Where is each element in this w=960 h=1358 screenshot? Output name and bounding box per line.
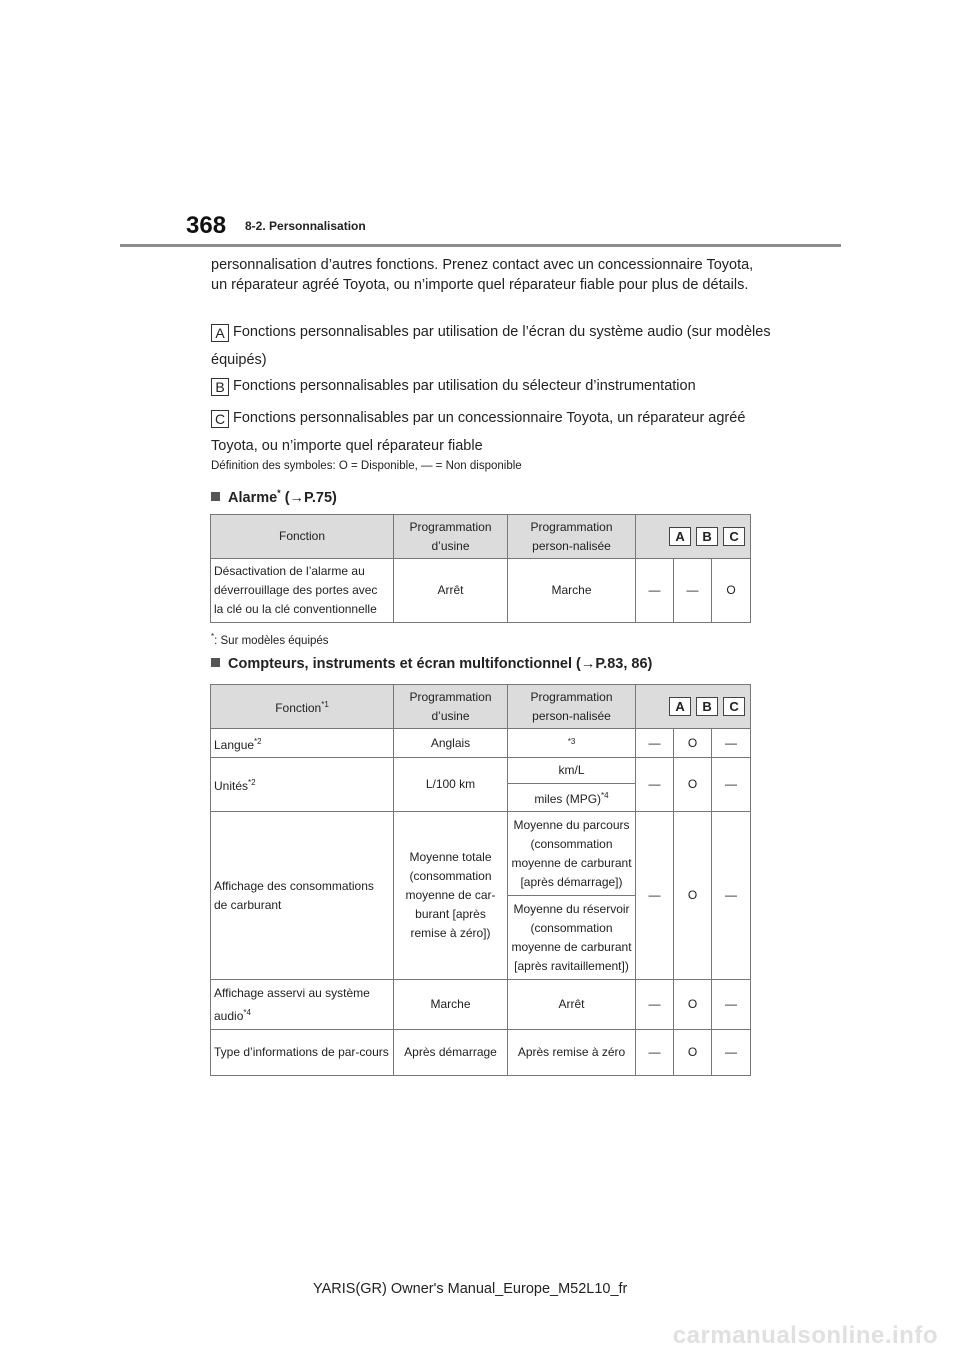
cell-custom-2 — [508, 784, 636, 812]
cell-factory: Arrêt — [394, 559, 508, 623]
table-row-langue — [211, 729, 751, 758]
legend-a-text: Fonctions personnalisables par utilisation de l’écran du système audio (sur modèles équipés) — [211, 324, 771, 368]
cell-c: — — [712, 1030, 751, 1076]
cell-a: — — [636, 758, 674, 812]
cell-custom: Après remise à zéro — [508, 1030, 636, 1076]
cell-b: O — [674, 980, 712, 1030]
col-factory: Programmation d’usine — [394, 515, 508, 559]
cell-function: Affichage des consommations de carburant — [211, 812, 394, 980]
header-rule — [120, 244, 841, 247]
cell-c: — — [712, 729, 751, 758]
cell-c: — — [712, 812, 751, 980]
cell-custom-1: km/L — [508, 758, 636, 784]
cell-b: O — [674, 1030, 712, 1076]
cell-function: Désactivation de l’alarme au déverrouillage des portes avec la clé ou la clé conventionnelle — [211, 559, 394, 623]
box-letter-a: A — [211, 324, 229, 342]
header-box-a: A — [669, 527, 691, 546]
cell-b: O — [674, 729, 712, 758]
cell-a: — — [636, 980, 674, 1030]
cell-factory: L/100 km — [394, 758, 508, 812]
col-custom: Programmation person-nalisée — [508, 685, 636, 729]
table-row-parcours — [211, 1030, 751, 1076]
box-letter-c: C — [211, 410, 229, 428]
cell-a: — — [636, 812, 674, 980]
cell-function-text: Affichage asservi au système audio — [214, 985, 370, 1023]
section1-title: Alarme — [228, 489, 278, 506]
alarm-table — [210, 514, 751, 623]
square-bullet-icon — [211, 492, 220, 501]
cell-factory: Moyenne totale (consommation moyenne de car-burant [après remise à zéro]) — [394, 812, 508, 980]
legend-a — [211, 318, 771, 374]
cell-function-sup: *4 — [243, 1007, 251, 1017]
section-label: 8-2. Personnalisation — [245, 219, 366, 233]
cell-function-text: Unités — [214, 779, 249, 793]
col-custom: Programmation person-nalisée — [508, 515, 636, 559]
cell-function — [211, 980, 394, 1030]
footer-text: YARIS(GR) Owner's Manual_Europe_M52L10_fr — [313, 1281, 628, 1297]
cell-custom-1: Moyenne du parcours (consommation moyenne de carburant [après démarrage]) — [508, 812, 636, 896]
square-bullet-icon — [211, 658, 220, 667]
table-row-conso — [211, 812, 751, 896]
cell-factory: Anglais — [394, 729, 508, 758]
legend-b-text: Fonctions personnalisables par utilisation du sélecteur d’instrumentation — [233, 378, 696, 394]
header-box-a: A — [669, 697, 691, 716]
header-box-c: C — [723, 527, 745, 546]
col-abc — [636, 515, 751, 559]
cell-a: — — [636, 729, 674, 758]
legend-b — [211, 372, 771, 400]
cell-function: Type d’informations de par-cours — [211, 1030, 394, 1076]
box-letter-b: B — [211, 378, 229, 396]
cell-b: O — [674, 812, 712, 980]
cell-function — [211, 758, 394, 812]
col-function: Fonction — [211, 515, 394, 559]
col-function — [211, 685, 394, 729]
col-function-label: Fonction — [275, 701, 322, 715]
cell-c: — — [712, 980, 751, 1030]
table-row-unites — [211, 758, 751, 784]
legend-c-text: Fonctions personnalisables par un concessionnaire Toyota, un réparateur agréé Toyota, ou n’importe quel réparateur fiable — [211, 410, 746, 454]
section2-heading — [211, 656, 652, 672]
cell-a: — — [636, 559, 674, 623]
cell-c: O — [712, 559, 751, 623]
cell-custom: Marche — [508, 559, 636, 623]
footnote-mark: * — [211, 632, 215, 641]
section1-heading — [211, 488, 337, 506]
cell-function — [211, 729, 394, 758]
legend-c — [211, 404, 771, 460]
watermark: carmanualsonline.info — [672, 1322, 938, 1349]
cell-a: — — [636, 1030, 674, 1076]
cell-b: O — [674, 758, 712, 812]
cell-custom — [508, 729, 636, 758]
cell-custom: Arrêt — [508, 980, 636, 1030]
cell-b: — — [674, 559, 712, 623]
cell-custom-sup: *3 — [567, 736, 576, 746]
section2-title: Compteurs, instruments et écran multifonctionnel (→P.83, 86) — [228, 656, 653, 672]
symbols-definition: Définition des symboles: O = Disponible, — = Non disponible — [211, 460, 522, 472]
header-box-b: B — [696, 697, 718, 716]
footnote-text: : Sur modèles équipés — [214, 634, 329, 647]
section1-title-sup: * — [277, 488, 281, 498]
header-box-c: C — [723, 697, 745, 716]
cell-factory: Après démarrage — [394, 1030, 508, 1076]
cell-custom-2-text: miles (MPG) — [534, 792, 602, 806]
instruments-table — [210, 684, 751, 1076]
cell-function-sup: *2 — [248, 778, 256, 787]
cell-factory: Marche — [394, 980, 508, 1030]
header-box-b: B — [696, 527, 718, 546]
cell-function-sup: *2 — [254, 736, 262, 746]
table-row-audio — [211, 980, 751, 1030]
section1-ref: (→P.75) — [280, 489, 337, 506]
table-row — [211, 559, 751, 623]
table-header-row — [211, 515, 751, 559]
cell-c: — — [712, 758, 751, 812]
col-abc — [636, 685, 751, 729]
col-function-sup: *1 — [321, 700, 329, 709]
cell-custom-2: Moyenne du réservoir (consommation moyenne de carburant [après ravitaillement]) — [508, 896, 636, 980]
cell-custom-2-sup: *4 — [601, 791, 609, 800]
cell-function-text: Langue — [214, 737, 255, 752]
section1-footnote — [211, 632, 329, 647]
page-number: 368 — [186, 212, 227, 239]
col-factory: Programmation d’usine — [394, 685, 508, 729]
table-header-row — [211, 685, 751, 729]
intro-paragraph: personnalisation d’autres fonctions. Prenez contact avec un concessionnaire Toyota, un réparateur agréé Toyota, ou n’importe quel réparateur fiable pour plus de détails. — [211, 257, 754, 293]
